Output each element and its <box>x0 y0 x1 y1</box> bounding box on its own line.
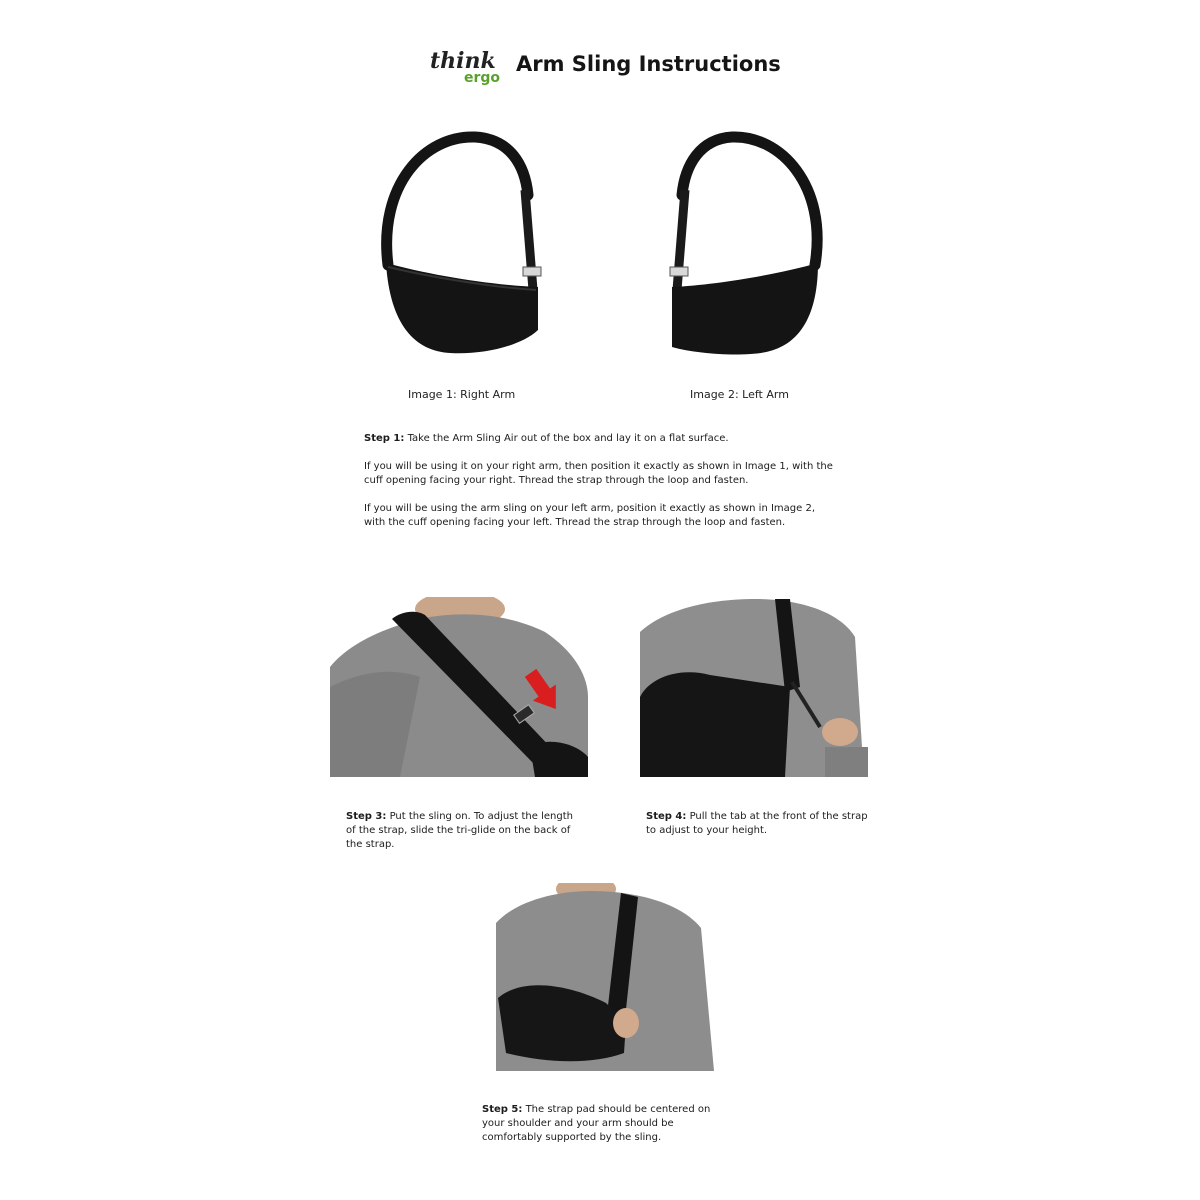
step5-instructions <box>482 1103 722 1159</box>
image-left-arm-sling <box>660 125 835 365</box>
page-title: Arm Sling Instructions <box>516 52 781 76</box>
think-ergo-logo <box>428 46 508 92</box>
step5-text: The strap pad should be centered on your shoulder and your arm should be comfortably supported by the sling. <box>482 1104 711 1143</box>
image1-caption: Image 1: Right Arm <box>408 388 516 401</box>
photo-step4-front-view <box>640 597 868 777</box>
step4-instructions <box>646 810 876 852</box>
step3-label: Step 3: <box>346 811 387 822</box>
step4-label: Step 4: <box>646 811 687 822</box>
step3-text: Put the sling on. To adjust the length of the strap, slide the tri-glide on the back of the strap. <box>346 811 573 850</box>
step1-instructions <box>364 432 834 544</box>
image2-caption: Image 2: Left Arm <box>690 388 789 401</box>
step1-text: Take the Arm Sling Air out of the box and lay it on a flat surface. <box>407 433 729 444</box>
step1-label: Step 1: <box>364 433 405 444</box>
step5-label: Step 5: <box>482 1104 523 1115</box>
photo-step3-back-view <box>330 597 588 777</box>
step1-right-arm-paragraph: If you will be using it on your right arm, then position it exactly as shown in Image 1, with the cuff opening facing your right. Thread the strap through the loop and fasten. <box>364 461 833 486</box>
step1-left-arm-paragraph: If you will be using the arm sling on your left arm, position it exactly as shown in Image 2, with the cuff opening facing your left. Thread the strap through the loop and fasten. <box>364 503 815 528</box>
image-right-arm-sling <box>370 125 550 365</box>
photo-step5-final-position <box>496 883 718 1071</box>
logo-ergo-text: ergo <box>464 70 501 86</box>
step4-text: Pull the tab at the front of the strap to adjust to your height. <box>646 811 868 836</box>
logo-think-text: think <box>430 48 496 74</box>
step3-instructions <box>346 810 576 866</box>
